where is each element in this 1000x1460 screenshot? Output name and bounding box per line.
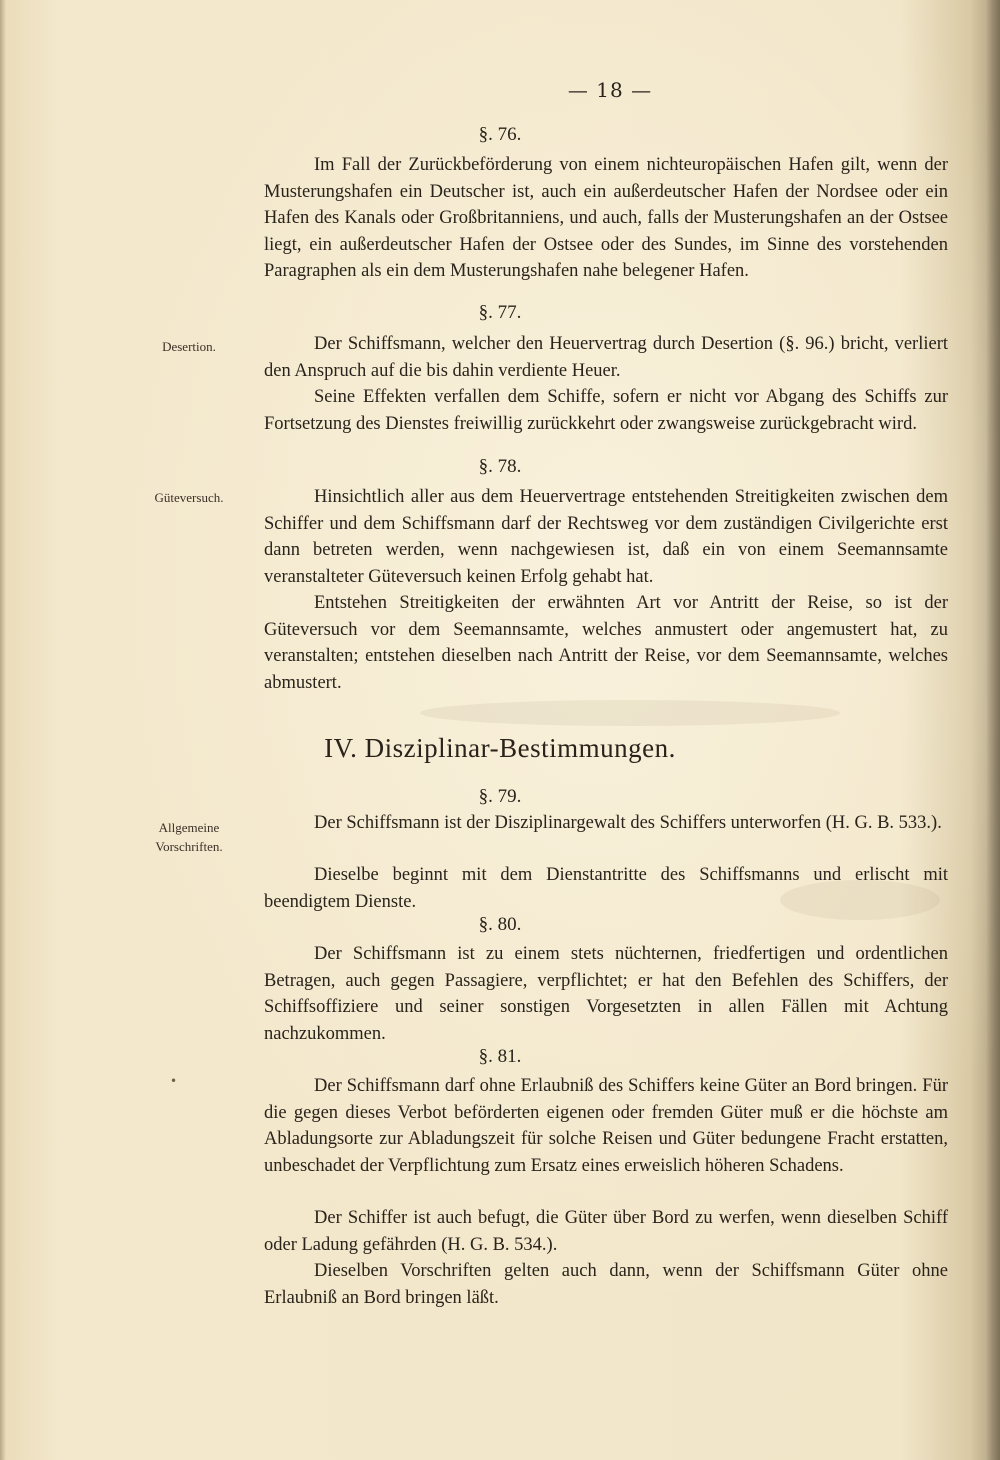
paragraph-81-c: Dieselben Vorschriften gelten auch dann, wenn der Schiffsmann Güter ohne Erlaubniß an Bord bringen läßt. [264, 1261, 948, 1308]
margin-note-allgemeine [130, 818, 248, 856]
section-78-title: §. 78. [478, 456, 522, 477]
paragraph-77-b: Seine Effekten verfallen dem Schiffe, sofern er nicht vor Abgang des Schiffs zur Fortsetzung des Dienstes freiwillig zurückkehrt oder zwangsweise zurückgebracht wird. [264, 387, 948, 434]
paragraph-79-a: Der Schiffsmann ist der Disziplinargewalt des Schiffers unterworfen (H. G. B. 533.). [314, 813, 942, 833]
section-79-title: §. 79. [478, 786, 522, 807]
section-77-title: §. 77. [478, 302, 522, 323]
section-76-title: §. 76. [478, 124, 522, 145]
section-81-title: §. 81. [478, 1046, 522, 1067]
margin-note-gueteversuch: Güteversuch. [154, 490, 224, 505]
margin-note-line: Allgemeine [158, 820, 220, 835]
paragraph-81-b: Der Schiffer ist auch befugt, die Güter über Bord zu werfen, wenn dieselben Schiff oder Ladung gefährden (H. G. B. 534.). [264, 1208, 948, 1255]
paragraph-78-a: Hinsichtlich aller aus dem Heuervertrage entstehenden Streitigkeiten zwischen dem Schiffer und dem Schiffsmann darf der Rechtsweg vor dem zuständigen Civilgerichte erst dann betreten werden, wenn nachgewiesen ist, daß ein von einem Seemannsamte veranstalteter Güteversuch keinen Erfolg gehabt hat. [264, 487, 948, 587]
margin-note-line: Vorschriften. [155, 839, 223, 854]
paragraph-78-b: Entstehen Streitigkeiten der erwähnten Art vor Antritt der Reise, so ist der Güteversuch vor dem Seemannsamte, welches anmustert oder angemustert hat, zu veranstalten; entstehen dieselben nach Antritt der Reise, vor dem Seemannsamte, welches abmustert. [264, 593, 948, 693]
paragraph-80: Der Schiffsmann ist zu einem stets nüchternen, friedfertigen und ordentlichen Betragen, auch gegen Passagiere, verpflichtet; er hat den Befehlen des Schiffers, der Schiffsoffiziere und seiner sonstigen Vorgesetzten in allen Fällen mit Achtung nachzukommen. [264, 944, 948, 1044]
decorative-mark: • [170, 1074, 178, 1088]
paragraph-79-b: Dieselbe beginnt mit dem Dienstantritte des Schiffsmanns und erlischt mit beendigtem Dienste. [264, 865, 948, 912]
paragraph-77-a: Der Schiffsmann, welcher den Heuervertrag durch Desertion (§. 96.) bricht, verliert den Anspruch auf die bis dahin verdiente Heuer. [264, 334, 948, 381]
section-80-title: §. 80. [478, 914, 522, 935]
paragraph-81-a: Der Schiffsmann darf ohne Erlaubniß des Schiffers keine Güter an Bord bringen. Für die gegen dieses Verbot beförderten eigenen oder fremden Güter muß er die höchste am Abladungsorte zur Abladungszeit für solche Reisen und Güter bedungene Fracht erstatten, unbeschadet der Verpflichtung zum Ersatz eines erweislich höheren Schadens. [264, 1076, 948, 1176]
paragraph-76: Im Fall der Zurückbeförderung von einem nichteuropäischen Hafen gilt, wenn der Musterungshafen ein Deutscher ist, auch ein außerdeutscher Hafen der Nordsee oder ein Hafen des Kanals oder Großbritanniens, und auch, falls der Musterungshafen an der Ostsee liegt, ein außerdeutscher Hafen der Ostsee oder des Sundes, im Sinne des vorstehenden Paragraphen als ein dem Musterungshafen nahe belegener Hafen. [264, 155, 948, 282]
bleed-through-smudge [420, 700, 840, 726]
margin-note-desertion: Desertion. [162, 339, 216, 354]
chapter-heading: IV. Disziplinar-Bestimmungen. [324, 733, 676, 763]
page-number: — 18 — [567, 78, 653, 102]
page-right-edge-shadow [986, 0, 1000, 1460]
page-left-edge [0, 0, 6, 1460]
